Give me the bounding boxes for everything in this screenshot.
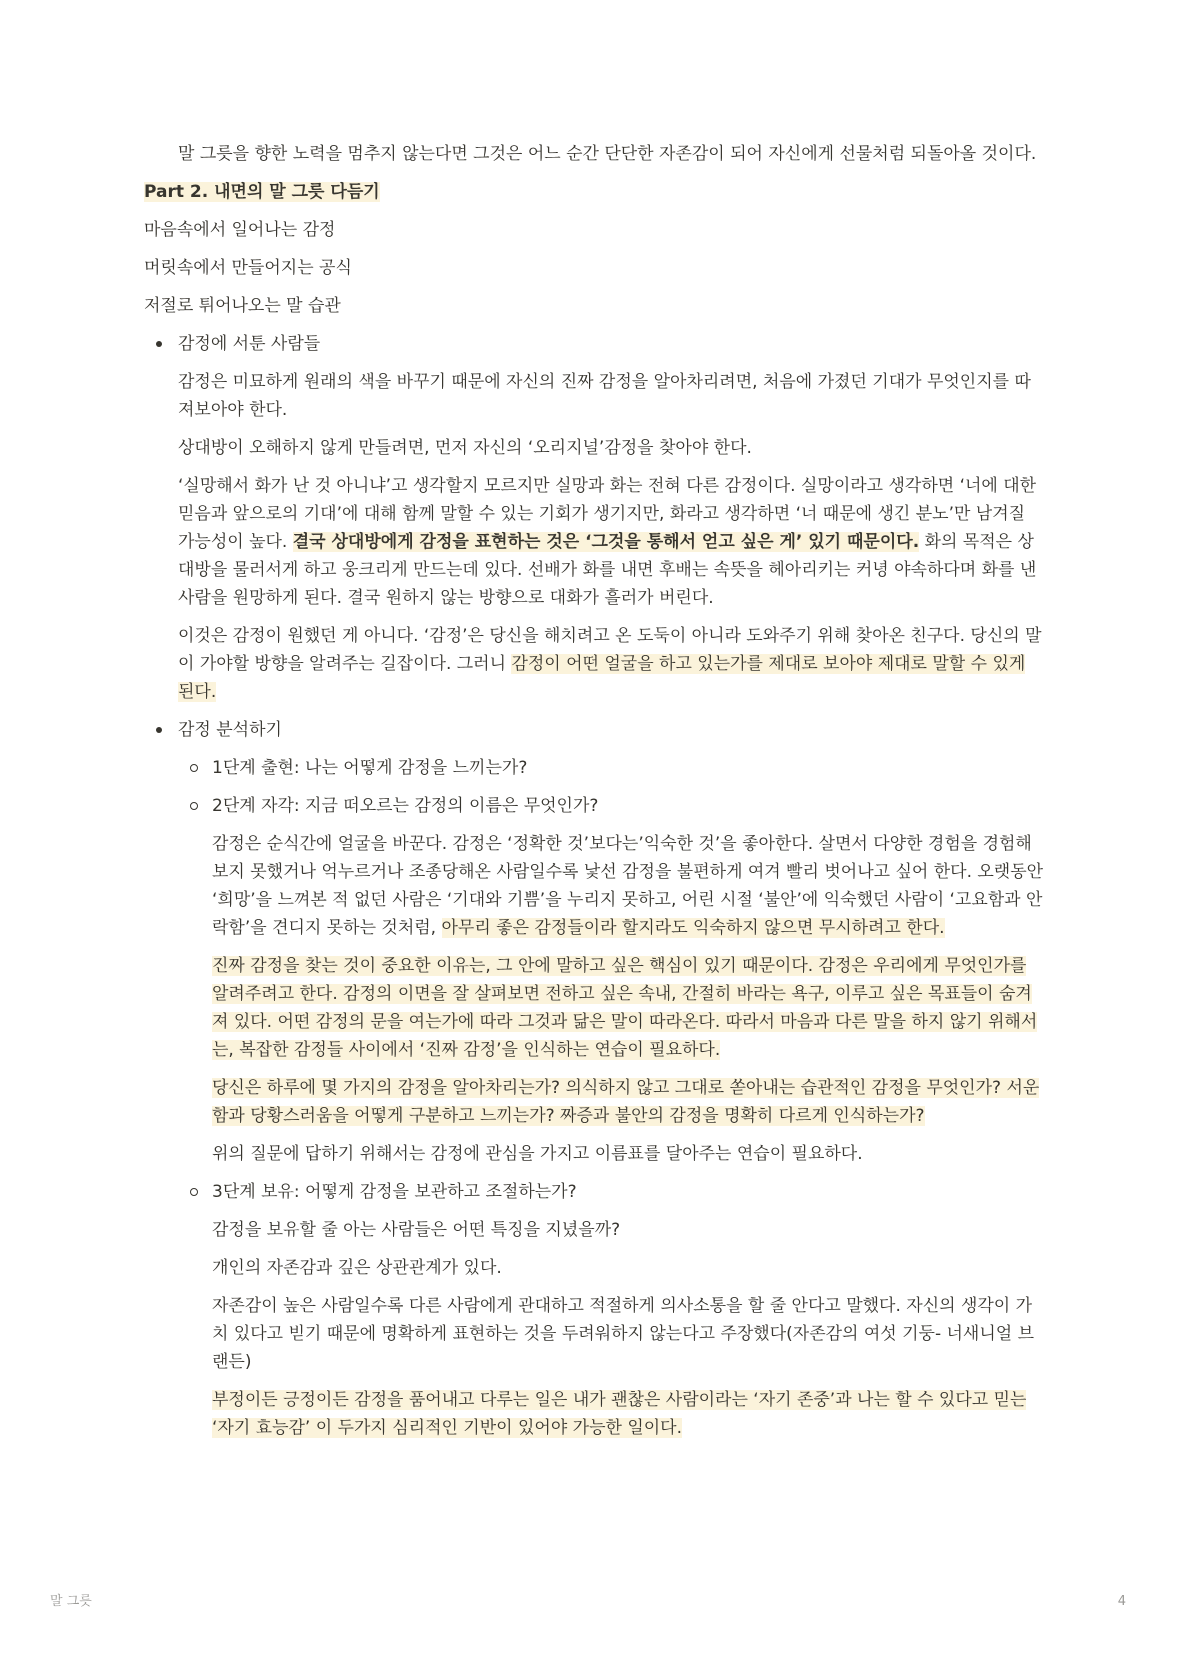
section1-content: [178, 368, 1044, 706]
step-title: 1단계 출현: 나는 어떻게 감정을 느끼는가?: [212, 758, 528, 778]
step-title: 2단계 자각: 지금 떠오르는 감정의 이름은 무엇인가?: [212, 796, 599, 816]
paragraph: 감정은 미묘하게 원래의 색을 바꾸기 때문에 자신의 진짜 감정을 알아차리려면, 처음에 가졌던 기대가 무엇인지를 따져보아야 한다.: [178, 372, 1031, 420]
text-run: 화의 목적은 상대방을 물러서게 하고 웅크리게 만드는데 있다. 선배가 화를 내면 후배는 속뜻을 헤아리키는 커녕 야속하다며 화를 낸 사람을 원망하게 된다. 결국 원하지 않는 방향으로 대화가 흘러가 버린다.: [178, 532, 1037, 608]
bullet-circle-icon: [178, 754, 212, 782]
bullet-section-emotion-clumsy: [144, 330, 1044, 358]
paragraph: [212, 952, 1044, 1064]
section-title: 감정에 서툰 사람들: [178, 334, 321, 354]
step-title: 3단계 보유: 어떻게 감정을 보관하고 조절하는가?: [212, 1182, 577, 1202]
bullet-disc-icon: [144, 330, 178, 358]
footer-title: 말 그릇: [50, 1594, 92, 1609]
bullet-circle-icon: [178, 792, 212, 820]
step-item: [178, 1178, 1044, 1206]
highlight-text: 아무리 좋은 감정들이라 할지라도 익숙하지 않으면 무시하려고 한다.: [441, 918, 945, 938]
paragraph: 자존감이 높은 사람일수록 다른 사람에게 관대하고 적절하게 의사소통을 할 줄 안다고 말했다. 자신의 생각이 가치 있다고 빋기 때문에 명확하게 표현하는 것을 두려워하지 않는다고 주장했다(자존감의 여섯 기둥- 너새니얼 브랜든): [212, 1296, 1035, 1372]
step-item: [178, 754, 1044, 782]
part-heading-text: Part 2. 내면의 말 그릇 다듬기: [144, 182, 380, 202]
paragraph: 위의 질문에 답하기 위해서는 감정에 관심을 가지고 이름표를 달아주는 연습이 필요하다.: [212, 1144, 863, 1164]
paragraph: [178, 472, 1044, 612]
intro-paragraph: 말 그릇을 향한 노력을 멈추지 않는다면 그것은 어느 순간 단단한 자존감이 되어 자신에게 선물처럼 되돌아올 것이다.: [178, 144, 1037, 164]
document-body: [144, 140, 1044, 1452]
paragraph: 개인의 자존감과 깊은 상관관계가 있다.: [212, 1258, 502, 1278]
bullet-disc-icon: [144, 716, 178, 744]
line-emotion: 마음속에서 일어나는 감정: [144, 220, 336, 240]
highlight-text: 감정이 어떤 얼굴을 하고 있는가를 제대로 보아야 제대로 말할 수 있게 된다.: [178, 654, 1026, 702]
line-formula: 머릿속에서 만들어지는 공식: [144, 258, 352, 278]
bold-highlight-text: 결국 상대방에게 감정을 표현하는 것은 ‘그것을 통해서 얻고 싶은 게’ 있기 때문이다.: [292, 532, 920, 552]
highlight-text: 당신은 하루에 몇 가지의 감정을 알아차리는가? 의식하지 않고 그대로 쏟아내는 습관적인 감정을 무엇인가? 서운함과 당황스러움을 어떻게 구분하고 느끼는가? 짜증과 불안의 감정을 명확히 다르게 인식하는가?: [212, 1078, 1040, 1126]
highlight-text: 진짜 감정을 찾는 것이 중요한 이유는, 그 안에 말하고 싶은 핵심이 있기 때문이다. 감정은 우리에게 무엇인가를 알려주려고 한다. 감정의 이면을 잘 살펴보면 전하고 싶은 속내, 간절히 바라는 욕구, 이루고 싶은 목표들이 숨겨져 있다. 어떤 감정의 문을 여는가에 따라 그것과 닮은 말이 따라온다. 따라서 마음과 다른 말을 하지 않기 위해서는, 복잡한 감정들 사이에서 ‘진짜 감정’을 인식하는 연습이 필요하다.: [212, 956, 1038, 1060]
step3-content: [212, 1216, 1044, 1442]
section2-content: [178, 754, 1044, 1442]
text-run: 이것은 감정이 원했던 게 아니다. ‘감정’은 당신을 해치려고 온 도둑이 아니라 도와주기 위해 찾아온 친구다. 당신의 말이 가야할 방향을 알려주는 길잡이다. 그러니: [178, 626, 1042, 674]
paragraph: [178, 622, 1044, 706]
bullet-circle-icon: [178, 1178, 212, 1206]
text-run: ‘실망해서 화가 난 것 아니냐’고 생각할지 모르지만 실망과 화는 전혀 다른 감정이다. 실망이라고 생각하면 ‘너에 대한 믿음과 앞으로의 기대’에 대해 함께 말할 수 있는 기회가 생기지만, 화라고 생각하면 ‘너 때문에 생긴 분노’만 남겨질 가능성이 높다.: [178, 476, 1037, 552]
paragraph: 상대방이 오해하지 않게 만들려면, 먼저 자신의 ‘오리지널’감정을 찾아야 한다.: [178, 438, 752, 458]
highlight-text: 부정이든 긍정이든 감정을 품어내고 다루는 일은 내가 괜찮은 사람이라는 ‘자기 존중’과 나는 할 수 있다고 믿는 ‘자기 효능감’ 이 두가지 심리적인 기반이 있어야 가능한 일이다.: [212, 1390, 1027, 1438]
section-title: 감정 분석하기: [178, 720, 282, 740]
step-item: [178, 792, 1044, 820]
step2-content: [212, 830, 1044, 1168]
paragraph: 감정을 보유할 줄 아는 사람들은 어떤 특징을 지녔을까?: [212, 1220, 621, 1240]
line-habit: 저절로 튀어나오는 말 습관: [144, 296, 341, 316]
part-heading: [144, 178, 1044, 206]
paragraph: [212, 830, 1044, 942]
paragraph: [212, 1074, 1044, 1130]
text-run: 감정은 순식간에 얼굴을 바꾼다. 감정은 ‘정확한 것’보다는’익숙한 것’을 좋아한다. 살면서 다양한 경험을 경험해보지 못했거나 억누르거나 조종당해온 사람일수록 낯선 감정을 불편하게 여겨 빨리 벗어나고 싶어 한다. 오랫동안 ‘희망’을 느껴본 적 없던 사람은 ‘기대와 기쁨’을 누리지 못하고, 어린 시절 ‘불안’에 익숙했던 사람이 ‘고요함과 안락함’을 견디지 못하는 것처럼,: [212, 834, 1044, 938]
paragraph: [212, 1386, 1044, 1442]
page-number: 4: [1117, 1594, 1126, 1609]
bullet-section-emotion-analysis: [144, 716, 1044, 744]
